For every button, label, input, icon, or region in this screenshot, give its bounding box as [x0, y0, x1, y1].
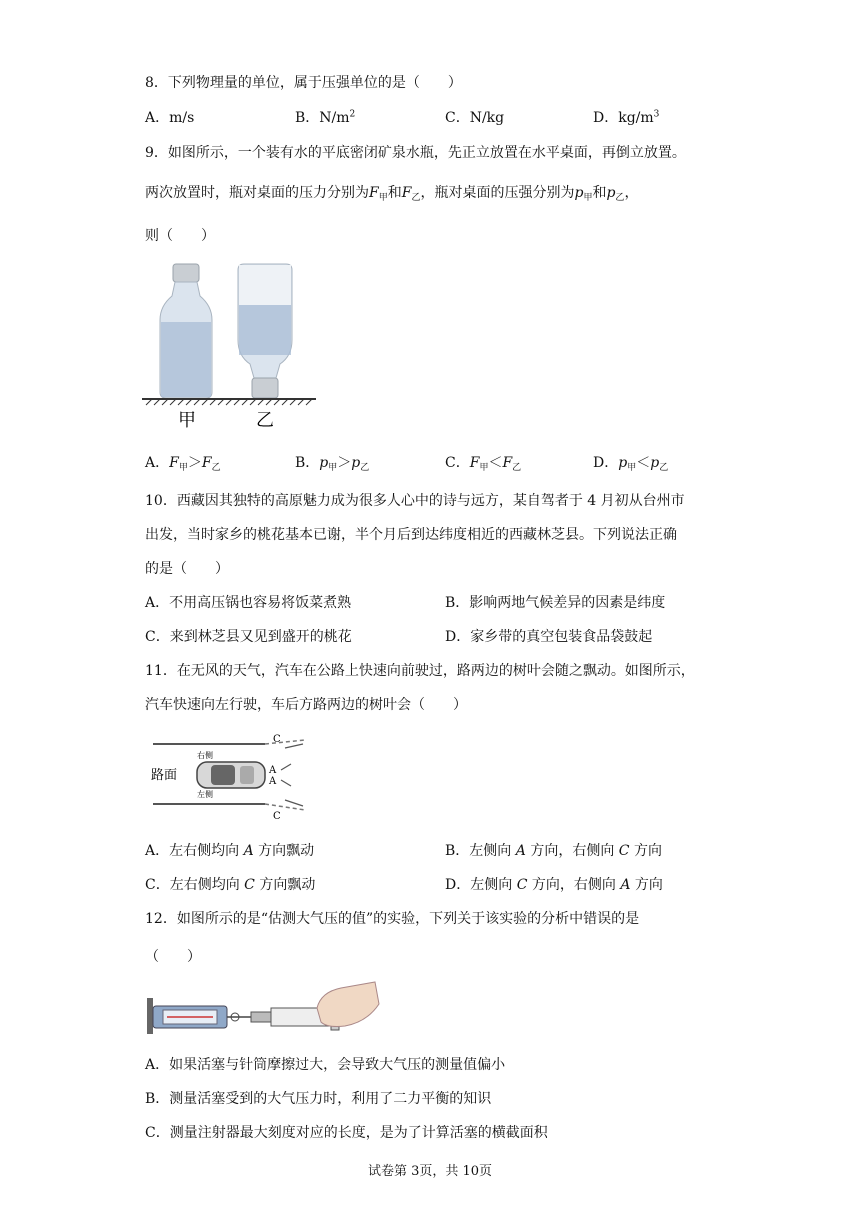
q8-stem: 8．下列物理量的单位，属于压强单位的是（ ）	[145, 75, 462, 91]
right-side-label: 右侧	[197, 751, 213, 760]
label-jia: 甲	[178, 410, 196, 431]
q10-option-c: C．来到林芝县又见到盛开的桃花	[145, 629, 352, 645]
q9-line3: 则（ ）	[145, 228, 215, 244]
svg-text:A: A	[269, 776, 277, 787]
hand	[317, 982, 379, 1027]
q12-option-b: B．测量活塞受到的大气压力时，利用了二力平衡的知识	[145, 1091, 492, 1107]
inverted-bottle	[238, 264, 292, 398]
road-label: 路面	[151, 768, 178, 783]
q12-line2: （ ）	[145, 949, 201, 965]
q10-line1: 10．西藏因其独特的高原魅力成为很多人心中的诗与远方，某自驾者于 4 月初从台州市	[145, 493, 685, 509]
q11-line1: 11．在无风的天气，汽车在公路上快速向前驶过，路两边的树叶会随之飘动。如图所示，	[145, 663, 695, 679]
page-footer: 试卷第 3页，共 10页	[367, 1164, 493, 1179]
q11-option-c: C．左右侧均向 C 方向飘动	[145, 877, 316, 893]
spring-scale	[153, 1006, 227, 1028]
q10-option-d: D．家乡带的真空包装食品袋鼓起	[445, 629, 653, 645]
q11-line2: 汽车快速向左行驶，车后方路两边的树叶会（ ）	[145, 697, 467, 713]
bottles-figure	[140, 258, 330, 438]
q9-option-c: C．$F_甲<F_乙$	[445, 455, 522, 473]
q9-option-b: B．$p_甲>p_乙$	[295, 455, 370, 473]
syringe-experiment-figure	[145, 978, 385, 1040]
left-side-label: 左侧	[197, 790, 213, 799]
q11-option-b: B．左侧向 A 方向，右侧向 C 方向	[445, 843, 662, 859]
wall	[147, 998, 153, 1034]
q11-option-a: A．左右侧均向 A 方向飘动	[145, 843, 315, 859]
q8-option-d: D．$kg/m^3$	[593, 109, 660, 126]
q8-option-a: A．m/s	[145, 110, 195, 126]
q9-line2: 两次放置时，瓶对桌面的压力分别为$F_甲$和$F_乙$，瓶对桌面的压强分别为$p_甲$和$p_乙$，	[145, 185, 639, 203]
label-yi: 乙	[256, 410, 274, 431]
svg-text:C: C	[273, 811, 281, 822]
q9-option-a: A．$F_甲>F_乙$	[145, 455, 221, 473]
q10-line3: 的是（ ）	[145, 561, 229, 577]
q11-option-d: D．左侧向 C 方向，右侧向 A 方向	[445, 877, 663, 893]
q9-line1: 9．如图所示，一个装有水的平底密闭矿泉水瓶，先正立放置在水平桌面，再倒立放置。	[145, 145, 686, 161]
q8-option-c: C．N/kg	[445, 110, 505, 126]
q12-option-a: A．如果活塞与针筒摩擦过大，会导致大气压的测量值偏小	[145, 1057, 506, 1073]
svg-text:C: C	[273, 734, 281, 745]
q8-option-b: B．$N/m^2$	[295, 109, 356, 126]
q12-line1: 12．如图所示的是“估测大气压的值”的实验，下列关于该实验的分析中错误的是	[145, 911, 640, 927]
upright-bottle	[160, 264, 212, 398]
svg-text:A: A	[269, 765, 277, 776]
q9-option-d: D．$p_甲<p_乙$	[593, 455, 669, 473]
q10-option-a: A．不用高压锅也容易将饭菜煮熟	[145, 595, 352, 611]
car-road-figure	[145, 730, 315, 822]
q12-option-c: C．测量注射器最大刻度对应的长度，是为了计算活塞的横截面积	[145, 1125, 548, 1141]
q10-option-b: B．影响两地气候差异的因素是纬度	[445, 595, 666, 611]
car	[197, 762, 265, 788]
q10-line2: 出发，当时家乡的桃花基本已谢，半个月后到达纬度相近的西藏林芝县。下列说法正确	[145, 527, 677, 543]
